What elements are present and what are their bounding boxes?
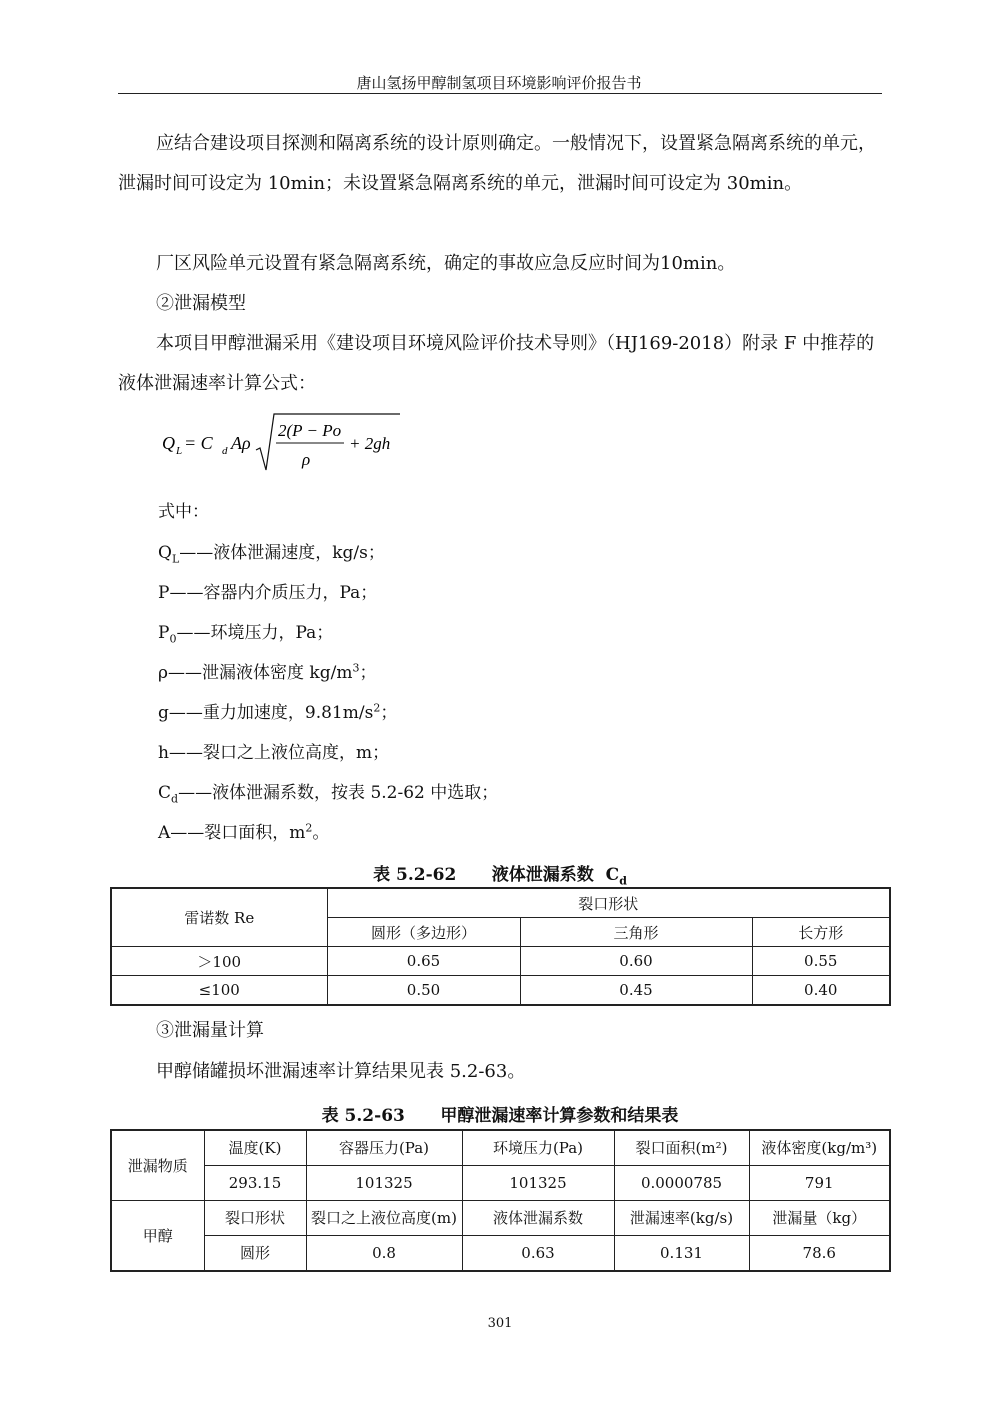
def-cd: [158, 778, 498, 805]
def-text: ——重力加速度，9.81m/s: [168, 703, 374, 723]
table-cell: 0.60: [520, 947, 752, 976]
table-row: [111, 1166, 890, 1201]
table-cell: 0.63: [462, 1236, 614, 1272]
def-symbol-sub: 0: [169, 632, 177, 646]
table-cell: 0.40: [752, 976, 890, 1006]
def-a: [158, 818, 329, 843]
table-row: [111, 1130, 890, 1166]
row-label: 甲醇: [111, 1201, 204, 1272]
table-cell: 0.55: [752, 947, 890, 976]
def-symbol: Q: [158, 543, 172, 563]
table-cell: 78.6: [749, 1236, 890, 1272]
col-header: 环境压力(Pa): [462, 1130, 614, 1166]
row-label: ＞100: [111, 947, 327, 976]
formula-lhs: Q: [162, 433, 175, 453]
def-p0: [158, 618, 333, 645]
table-cell: 0.131: [614, 1236, 749, 1272]
col-header: 液体密度(kg/m³): [749, 1130, 890, 1166]
formula-numerator: 2(P − Po: [278, 421, 342, 440]
def-h: [158, 738, 389, 763]
table-cell: 0.50: [327, 976, 520, 1006]
def-text: ——环境压力，Pa；: [176, 623, 334, 643]
col-header: 长方形: [752, 918, 890, 947]
formula-eq: = C: [184, 433, 213, 453]
def-end: ；: [380, 703, 398, 723]
def-rho: [158, 658, 376, 683]
paragraph-leak-time: 应结合建设项目探测和隔离系统的设计原则确定。一般情况下，设置紧急隔离系统的单元，泄漏时间可设定为 10min；未设置紧急隔离系统的单元，泄漏时间可设定为 30min。: [118, 133, 876, 194]
def-g: [158, 698, 397, 723]
def-symbol: P: [158, 583, 170, 603]
def-symbol: g: [158, 703, 169, 723]
def-end: ；: [359, 663, 377, 683]
formula-mid: Aρ: [231, 433, 251, 453]
def-text: ——裂口之上液位高度，m；: [168, 743, 390, 763]
col-header: 容器压力(Pa): [306, 1130, 462, 1166]
table-cell: 101325: [462, 1166, 614, 1201]
leak-rate-formula: [160, 408, 420, 483]
page-number: 301: [487, 1316, 513, 1331]
table-cell: 0.0000785: [614, 1166, 749, 1201]
def-symbol: A: [158, 823, 171, 843]
table-cell: 圆形: [204, 1236, 306, 1272]
def-unit-sup: 2: [373, 701, 381, 715]
def-unit-sup: 3: [352, 661, 360, 675]
col-header-re: 雷诺数 Re: [111, 888, 327, 947]
table-row: [111, 888, 890, 918]
col-header: 泄漏速率(kg/s): [614, 1201, 749, 1236]
heading-leak-model: ②泄漏模型: [156, 293, 246, 314]
row-label: 泄漏物质: [111, 1130, 204, 1201]
row-label: ≤100: [111, 976, 327, 1006]
def-symbol-sub: L: [171, 552, 180, 566]
def-text: ——泄漏液体密度 kg/m: [168, 663, 353, 683]
table-row: [111, 947, 890, 976]
def-ql: [158, 538, 385, 565]
def-text: ——液体泄漏系数，按表 5.2-62 中选取；: [178, 783, 499, 803]
paragraph-result-ref: 甲醇储罐损坏泄漏速率计算结果见表 5.2-63。: [156, 1061, 526, 1082]
table-cell: 293.15: [204, 1166, 306, 1201]
col-header: 液体泄漏系数: [462, 1201, 614, 1236]
table-cell: 0.65: [327, 947, 520, 976]
def-symbol: h: [158, 743, 169, 763]
def-p: [158, 578, 377, 603]
table-cell: 791: [749, 1166, 890, 1201]
col-header: 温度(K): [204, 1130, 306, 1166]
def-text: ——液体泄漏速度，kg/s；: [179, 543, 385, 563]
formula-denominator: ρ: [302, 450, 311, 469]
table1-caption-text: 表 5.2-62 液体泄漏系数 C: [373, 865, 620, 885]
header-rule: [118, 93, 882, 94]
table-row: [111, 1236, 890, 1272]
table-cell: 0.45: [520, 976, 752, 1006]
table-cell: 101325: [306, 1166, 462, 1201]
col-header: 裂口形状: [204, 1201, 306, 1236]
col-header: 裂口之上液位高度(m): [306, 1201, 462, 1236]
def-symbol: C: [158, 783, 172, 803]
def-symbol-sub: d: [171, 792, 179, 806]
table-row: [111, 976, 890, 1006]
leak-result-table: [110, 1129, 891, 1272]
table2-caption: 表 5.2-63 甲醇泄漏速率计算参数和结果表: [321, 1106, 679, 1126]
leak-coefficient-table: [110, 887, 891, 1006]
paragraph-method: 本项目甲醇泄漏采用《建设项目环境风险评价技术导则》（HJ169-2018）附录 F 中推荐的液体泄漏速率计算公式：: [118, 333, 875, 394]
group-header-shape: 裂口形状: [327, 888, 890, 918]
col-header: 圆形（多边形）: [327, 918, 520, 947]
table-cell: 0.8: [306, 1236, 462, 1272]
heading-leak-amount: ③泄漏量计算: [156, 1020, 264, 1041]
col-header: 泄漏量（kg）: [749, 1201, 890, 1236]
formula-lhs-sub: L: [176, 445, 183, 457]
paragraph-response-time: 厂区风险单元设置有紧急隔离系统，确定的事故应急反应时间为10min。: [156, 253, 736, 274]
table1-caption-sub: d: [619, 874, 627, 888]
formula-svg: [160, 408, 420, 478]
def-symbol: ρ: [158, 663, 168, 683]
col-header: 三角形: [520, 918, 752, 947]
running-header: 唐山氢扬甲醇制氢项目环境影响评价报告书: [356, 74, 642, 92]
def-unit-sup: 2: [305, 821, 313, 835]
formula-tail: + 2gh: [349, 434, 391, 453]
col-header: 裂口面积(m²): [614, 1130, 749, 1166]
def-end: 。: [312, 823, 330, 843]
formula-cd-sub: d: [222, 445, 228, 457]
table1-caption: [118, 860, 882, 887]
def-text: ——容器内介质压力，Pa；: [169, 583, 378, 603]
def-text: ——裂口面积，m: [170, 823, 306, 843]
where-label: 式中：: [158, 502, 209, 522]
table-row: [111, 1201, 890, 1236]
def-symbol: P: [158, 623, 170, 643]
